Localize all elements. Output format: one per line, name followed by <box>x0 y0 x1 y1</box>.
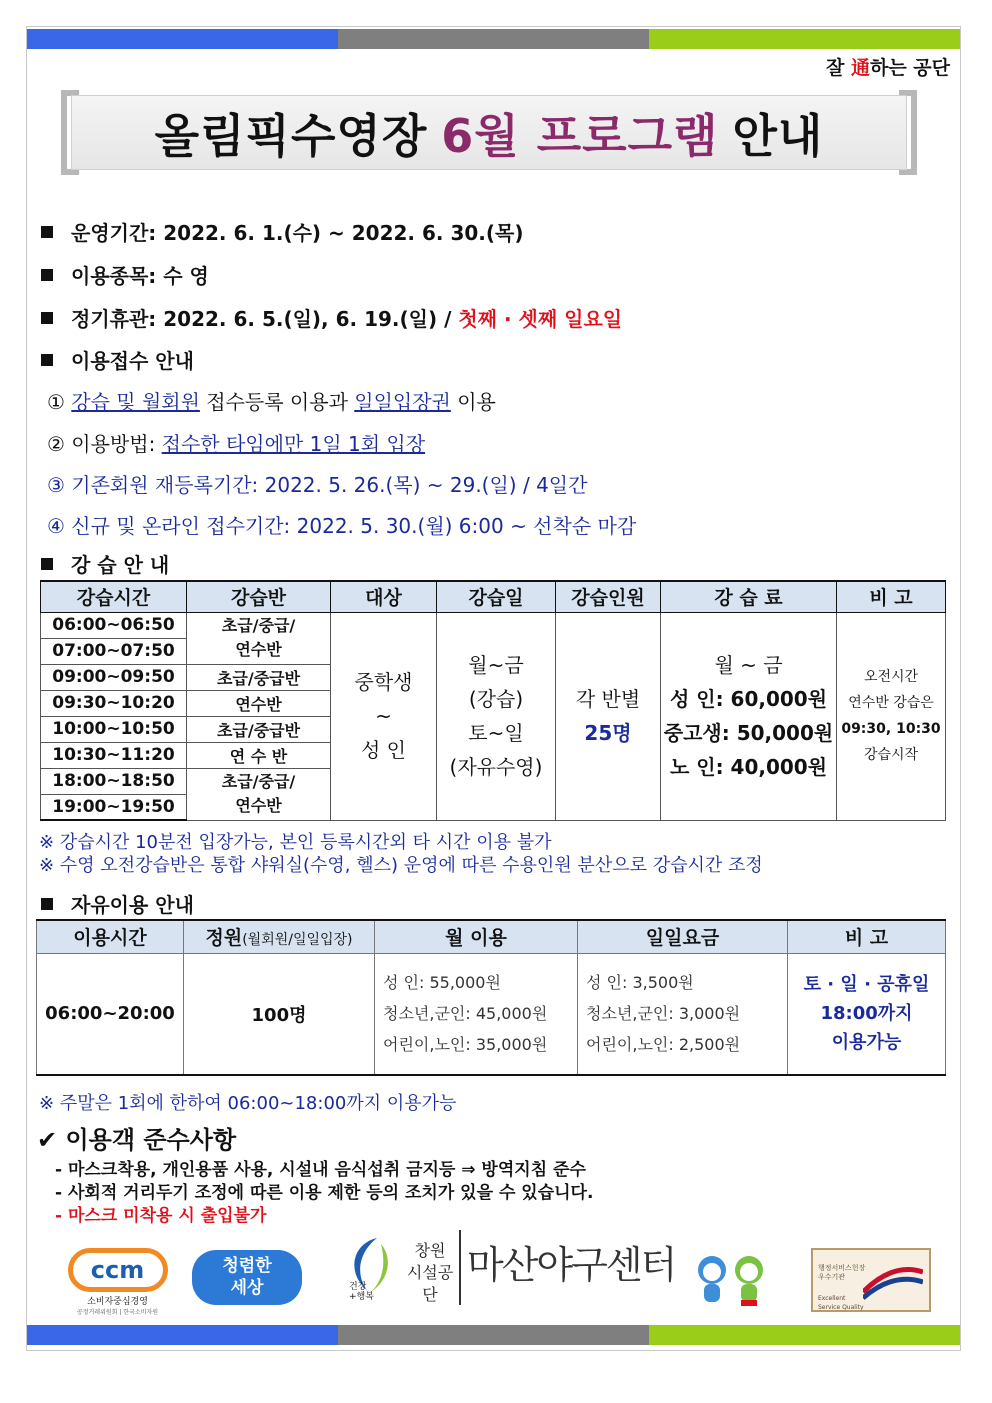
mascot-icon <box>687 1250 777 1310</box>
lesson-target: 중학생 ~ 성 인 <box>331 612 437 820</box>
lesson-time: 09:30~10:20 <box>41 690 187 716</box>
lesson-time: 10:30~11:20 <box>41 742 187 768</box>
lesson-class: 초급/중급/ 연수반 <box>187 768 331 820</box>
lesson-time: 07:00~07:50 <box>41 638 187 664</box>
top-color-bar <box>27 29 960 49</box>
registration-heading: 이용접수 안내 <box>41 345 194 374</box>
logo-strip <box>27 1230 960 1320</box>
sport-item: 이용종목: 수 영 <box>41 260 209 289</box>
lesson-time: 10:00~10:50 <box>41 716 187 742</box>
org-emblem-icon: 건강 +행복 <box>337 1230 402 1316</box>
lesson-time: 18:00~18:50 <box>41 768 187 794</box>
logo-divider <box>459 1230 461 1305</box>
lesson-time: 06:00~06:50 <box>41 612 187 638</box>
lesson-class: 초급/중급반 <box>187 664 331 690</box>
lesson-notice-1: ※ 강습시간 10분전 입장가능, 본인 등록시간외 타 시간 이용 불가 <box>39 832 552 853</box>
rule-1: - 마스크착용, 개인용품 사용, 시설내 음식섭취 금지등 ⇒ 방역지침 준수 <box>55 1160 586 1180</box>
monthly-fees: 성 인: 55,000원 청소년,군인: 45,000원 어린이,노인: 35,000원 <box>375 953 578 1075</box>
lesson-class: 초급/중급반 <box>187 716 331 742</box>
service-charter-logo: 행정서비스헌장 우수기관 Excellent Service Quality <box>811 1248 931 1312</box>
lesson-class: 초급/중급/ 연수반 <box>187 612 331 664</box>
free-use-heading: 자유이용 안내 <box>41 889 194 918</box>
lesson-time: 09:00~09:50 <box>41 664 187 690</box>
free-use-table: 이용시간 정원(월회원/일일입장) 월 이용 일일요금 비 고 06:00~20:00 100명 성 인: 55,000원 청소년,군인: 45,000원 어린이,노인: 35,000원 성 인: 3,500원 청소년,군인: 3,000원 어린이,노인: 2,500원 토 · 일 · 공휴일 18:00까지 이용가능 <box>36 919 946 1076</box>
lesson-time: 19:00~19:50 <box>41 794 187 820</box>
bottom-color-bar <box>27 1325 960 1345</box>
rules-heading: ✔ 이용객 준수사항 <box>37 1126 237 1154</box>
free-time: 06:00~20:00 <box>37 953 184 1075</box>
slogan: 잘 通하는 공단 <box>825 57 950 79</box>
reg-line-1: ① 강습 및 월회원 접수등록 이용과 일일입장권 이용 <box>47 390 496 414</box>
lesson-fees: 월 ~ 금 성 인: 60,000원 중고생: 50,000원 노 인: 40,000원 <box>661 612 837 820</box>
clean-society-logo: 청렴한 세상 <box>192 1250 302 1305</box>
page-title: 올림픽수영장 6월 프로그램 안내 <box>71 95 907 170</box>
lesson-notice-2: ※ 수영 오전강습반은 통합 샤워실(수영, 헬스) 운영에 따른 수용인원 분산으로 강습시간 조정 <box>39 855 763 876</box>
operating-period: 운영기간: 2022. 6. 1.(수) ~ 2022. 6. 30.(목) <box>41 217 523 246</box>
weekend-notice: ※ 주말은 1회에 한하여 06:00~18:00까지 이용가능 <box>39 1093 457 1114</box>
rule-3: - 마스크 미착용 시 출입불가 <box>55 1206 267 1226</box>
lesson-people: 각 반별 25명 <box>556 612 661 820</box>
rule-2: - 사회적 거리두기 조정에 따른 이용 제한 등의 조치가 있을 수 있습니다. <box>55 1183 594 1203</box>
lesson-class: 연수반 <box>187 690 331 716</box>
daily-fees: 성 인: 3,500원 청소년,군인: 3,000원 어린이,노인: 2,500원 <box>578 953 788 1075</box>
lesson-table: 강습시간 강습반 대상 강습일 강습인원 강 습 료 비 고 06:00~06:50 초급/중급/ 연수반 중학생 ~ 성 인 월~금 (강습) 토~일 (자유수영) 각 반별 25명 월 ~ 금 성 인: 60,000원 중고생: 50,000원 노 인: 40,000원 오전시간 연수반 강습은 09:30, 10:30 강습시작 07:00~07:50 09:00~09:50 초급/중급반 09:30~10:20 연수반 10:00~10:50 초급/중급반 10:30~11:20 연 수 반 18:00~18:50 초급/중급/ 연수반 19:00~19:50 <box>40 580 946 821</box>
title-banner <box>61 90 917 175</box>
lesson-days: 월~금 (강습) 토~일 (자유수영) <box>437 612 556 820</box>
closing-days: 정기휴관: 2022. 6. 5.(일), 6. 19.(일) / 첫째 · 셋째 일요일 <box>41 303 622 332</box>
reg-line-3: ③ 기존회원 재등록기간: 2022. 5. 26.(목) ~ 29.(일) / 4일간 <box>47 473 588 497</box>
lesson-note: 오전시간 연수반 강습은 09:30, 10:30 강습시작 <box>837 612 946 820</box>
reg-line-4: ④ 신규 및 온라인 접수기간: 2022. 5. 30.(월) 6:00 ~ 선착순 마감 <box>47 514 637 538</box>
free-capacity: 100명 <box>184 953 375 1075</box>
document-page <box>26 26 961 1351</box>
org-name: 창원 시설공단 <box>406 1241 454 1304</box>
center-name: 마산야구센터 <box>467 1243 676 1287</box>
free-remark: 토 · 일 · 공휴일 18:00까지 이용가능 <box>788 953 946 1075</box>
reg-line-2: ② 이용방법: 접수한 타임에만 1일 1회 입장 <box>47 432 426 456</box>
lesson-class: 연 수 반 <box>187 742 331 768</box>
ccm-logo: ccm 소비자중심경영 공정거래위원회 | 한국소비자원 <box>65 1248 170 1318</box>
lesson-heading: 강 습 안 내 <box>41 549 169 578</box>
